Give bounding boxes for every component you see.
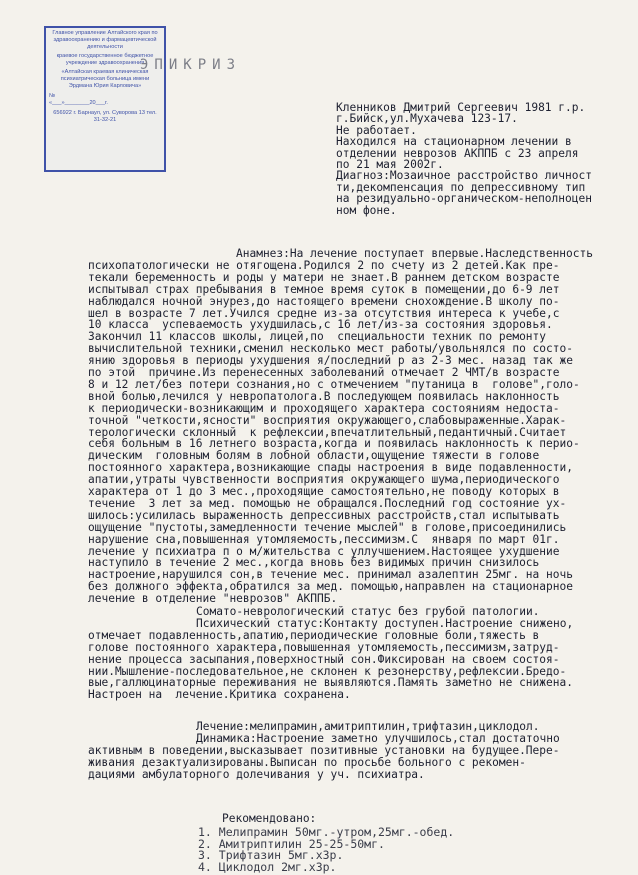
recommendation-item: 4. Циклодол 2мг.х3р. xyxy=(198,859,337,874)
header-line: г.Бийск,ул.Мухачева 123-17. xyxy=(336,112,518,126)
anamnesis-line: наступило в течение 2 мес.,когда вновь без видимых причин снизилось xyxy=(88,556,540,570)
anamnesis-line: психопатологически не отягощена.Родился 2 по счету из 2 детей.Как пре- xyxy=(88,258,560,272)
header-line: Не работает. xyxy=(336,123,417,137)
recommendation-item: 1. Мелипрамин 50мг.-утром,25мг.-обед. xyxy=(198,825,455,839)
recommendation-item: 2. Амитриптилин 25-25-50мг. xyxy=(198,836,385,851)
anamnesis-line: 10 класса успеваемость ухудшилась,с 16 лет/из-за состояния здоровья. xyxy=(88,318,553,332)
anamnesis-line: постоянного характера,возникающие спады настроения в виде подавленности, xyxy=(88,461,573,475)
anamnesis-line: по этой причине.Из перенесенных заболеваний отмечает 2 ЧМТ/в возрасте xyxy=(88,366,560,379)
anamnesis-line: характера от 1 до 3 мес.,проходящие самостоятельно,не поводу которых в xyxy=(88,485,560,498)
header-line: Кленников Дмитрий Сергеевич 1981 г.р. xyxy=(336,101,586,114)
anamnesis-line: апатии,утраты чувственности восприятия окружающего шума,периодического xyxy=(88,473,560,487)
anamnesis-line: терологически склонный к рефлексии,впечатлительный,педантичный.Считает xyxy=(88,425,567,439)
status-line: Сомато-неврологический статус без грубой патологии. xyxy=(196,605,540,618)
status-line: нение процесса засыпания,поверхностный сон.Фиксирован на своем состоя- xyxy=(88,652,560,666)
header-line: ном фоне. xyxy=(336,203,397,217)
treatment-line: Лечение:мелипрамин,амитриптилин,трифтазин,циклодол. xyxy=(196,720,540,733)
anamnesis-line: янию здоровья в периоды ухудшения я/последний р аз 2-3 мес. назад так же xyxy=(88,354,573,368)
recommendations-title: Рекомендовано: xyxy=(222,812,317,825)
anamnesis-line: вычислительной техники,сменил несколько мест работы/увольнялся по состо- xyxy=(88,342,573,356)
status-line: отмечает подавленность,апатию,периодические головные боли,тяжесть в xyxy=(88,628,540,642)
treatment-line: активным в поведении,высказывает позитивные установки на будущее.Пере- xyxy=(88,743,560,757)
anamnesis-line: лечение у психиатра п о м/жительства с уллучшением.Настоящее ухудшение xyxy=(88,544,560,558)
header-line: Диагноз:Мозаичное расстройство личност xyxy=(336,169,592,183)
status-line: голове постоянного характера,повышенная утомляемость,пессимизм,затруд- xyxy=(88,640,560,654)
anamnesis-line: текали беременность и роды у матери не знает.В раннем детском возрасте xyxy=(88,270,560,284)
anamnesis-line: Анамнез:На лечение поступает впервые.Наследственность xyxy=(236,247,593,260)
anamnesis-line: 8 и 12 лет/без потери сознания,но с отмечением "путаница в голове",голо- xyxy=(88,377,580,391)
treatment-line: Динамика:Настроение заметно улучшилось,стал достаточно xyxy=(196,731,560,745)
anamnesis-line: без должного эффекта,обратился за мед. помощью,направлен на стационарное xyxy=(88,580,573,594)
anamnesis-line: к периодически-возникающим и проходящего характера состояниям недоста- xyxy=(88,401,560,415)
anamnesis-line: точной "четкости,ясности" восприятия окружающего,слабовыраженные.Харак- xyxy=(88,413,567,427)
institution-stamp xyxy=(44,26,166,172)
stamp-org: Главное управление Алтайского края по здравоохранению и фармацевтической деятельности xyxy=(52,30,158,50)
stamp-number-line: № xyxy=(49,93,56,99)
anamnesis-line: дическим головным болям в лобной области,ощущение тяжести в голове xyxy=(88,449,540,463)
header-line: Находился на стационарном лечении в xyxy=(336,135,572,149)
anamnesis-line: испытывал страх пребывания в темное время суток в помещении,до 6-9 лет xyxy=(88,282,560,296)
anamnesis-line: себя больным в 16 летнего возраста,когда и появилась наклонность к перио- xyxy=(88,437,580,451)
anamnesis-line: ощущение "пустоты,замедленности течение мыслей" в голове,присоединились xyxy=(88,520,567,534)
header-line: по 21 мая 2002г. xyxy=(336,158,444,171)
stamp-hospital: «Алтайская краевая клиническая психиатрическая больница имени Эрдмана Юрия Карловича» xyxy=(60,69,150,89)
stamp-date-line: «___»________20___г. xyxy=(49,100,108,106)
status-line: нии.Мышление-последовательное,не склонен к резонерству,рефлексии.Бредо- xyxy=(88,664,567,678)
stamp-address: 656922 г. Барнаул, ул. Суворова 13 тел. 31-32-21 xyxy=(53,110,157,123)
anamnesis-line: нарушение сна,повышенная утомляемость,пессимизм.С января по март 01г. xyxy=(88,532,560,546)
header-line: ти,декомпенсация по депрессивному тип xyxy=(336,180,586,194)
treatment-line: живания дезактуализированы.Выписан по просьбе больного с рекомен- xyxy=(88,755,526,769)
status-line: вые,галлюцинаторные переживания не выявляются.Память заметно не снижена. xyxy=(88,676,573,690)
anamnesis-line: течение 3 лет за мед. помощью не обращался.Последний год состояние ух- xyxy=(88,496,567,510)
anamnesis-line: шилось:усилилась выраженность депрессивных расстройств,стал испытывать xyxy=(88,508,560,522)
header-line: на резидуально-органическом-неполноцен xyxy=(336,192,592,206)
anamnesis-line: лечение в отделение "неврозов" АКППБ. xyxy=(88,592,338,606)
anamnesis-line: настроение,нарушился сон,в течение мес. принимал азалептин 25мг. на ночь xyxy=(88,568,573,582)
anamnesis-line: шел в возрасте 7 лет.Учился средне из-за отсутствия интереса к учебе,с xyxy=(88,306,560,320)
header-line: отделении неврозов АКППБ с 23 апреля xyxy=(336,146,579,160)
treatment-line: дациями амбулаторного долечивания у уч. психиатра. xyxy=(88,767,425,781)
anamnesis-line: наблюдался ночной энурез,до настоящего времени снохождение.В школу по- xyxy=(88,294,560,308)
document-title: ЭПИКРИЗ xyxy=(140,57,242,73)
status-line: Настроен на лечение.Критика сохранена. xyxy=(88,688,351,702)
anamnesis-line: Закончил 11 классов школы, лицей,по специальности техник по ремонту xyxy=(88,330,547,344)
anamnesis-line: вной болью,лечился у невропатолога.В последующем появилась наклонность xyxy=(88,389,560,403)
stamp-type: краевое государственное бюджетное учреждение здравоохранения xyxy=(56,53,154,66)
recommendation-item: 3. Трифтазин 5мг.х3р. xyxy=(198,848,344,862)
status-line: Психический статус:Контакту доступен.Настроение снижено, xyxy=(196,616,574,630)
